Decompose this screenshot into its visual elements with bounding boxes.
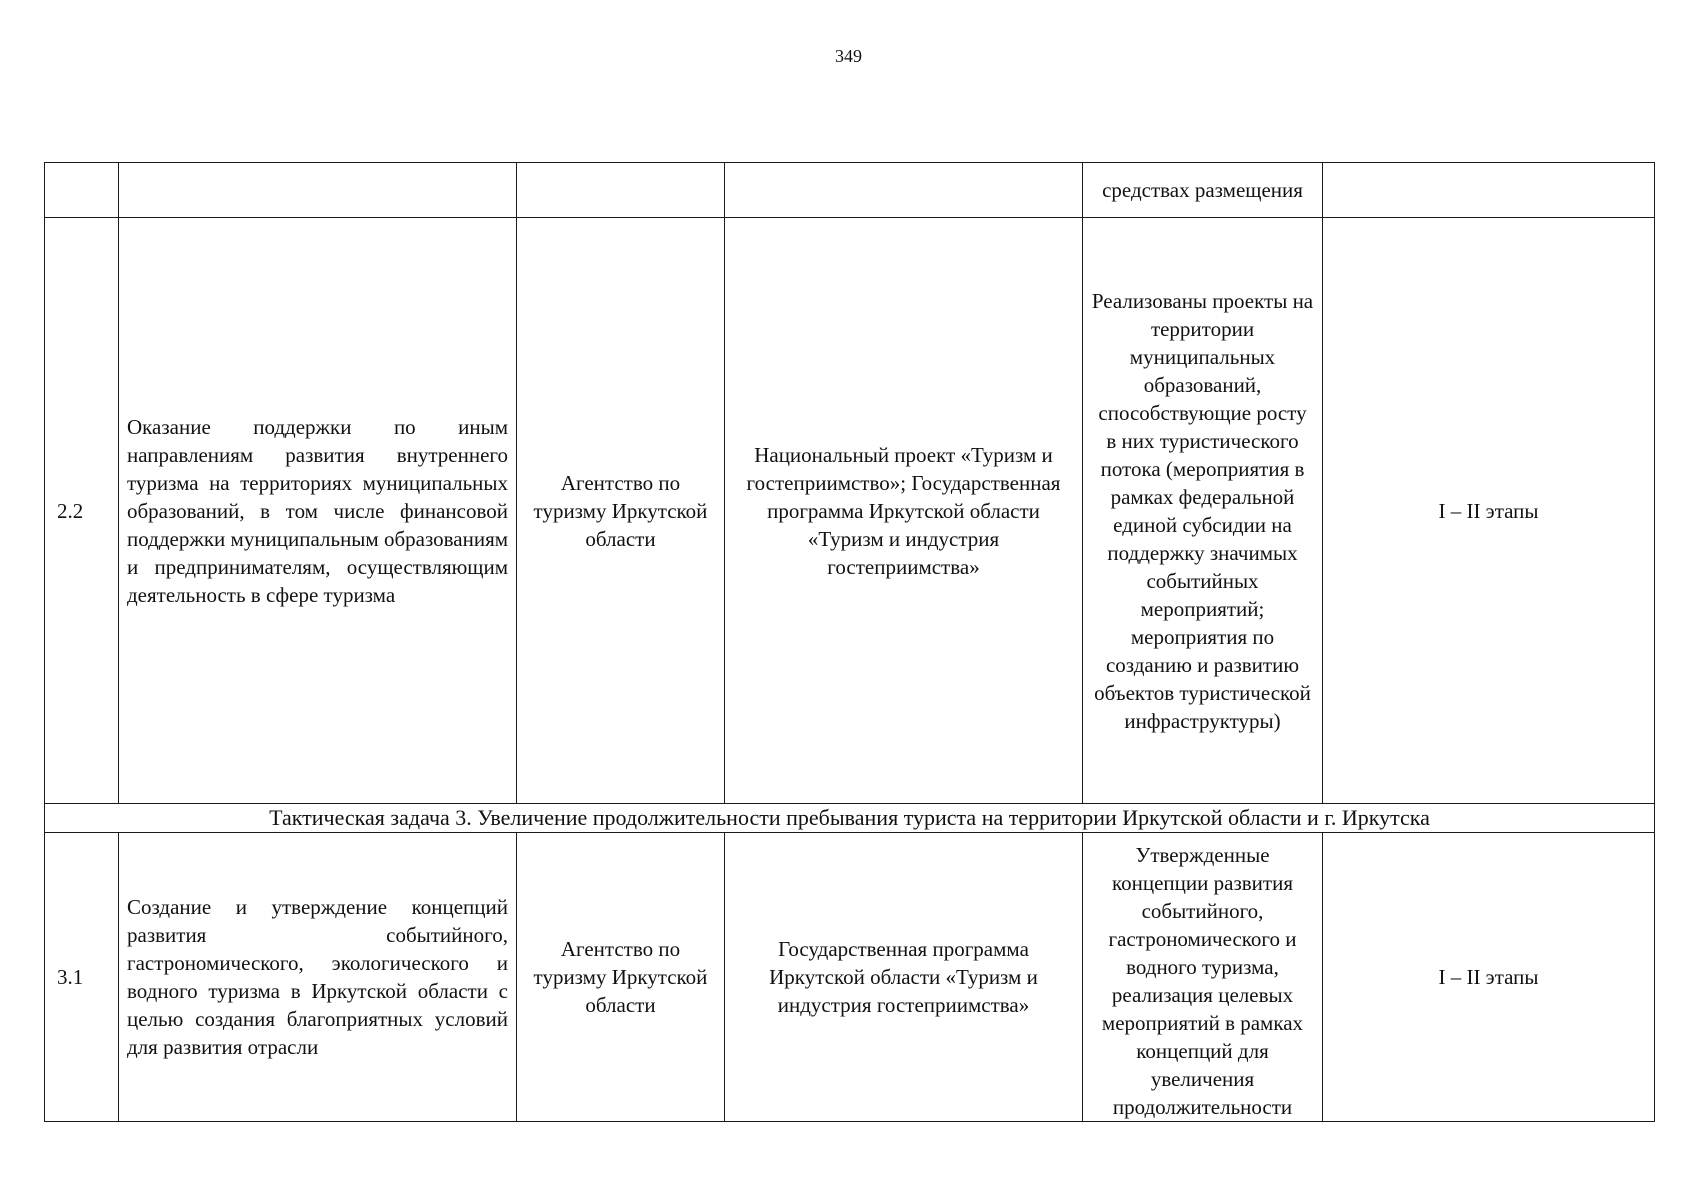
cell-num-empty xyxy=(45,163,119,218)
cell-executor: Агентство по туризму Иркутской области xyxy=(517,218,725,804)
table-row xyxy=(45,833,1655,1122)
table-row xyxy=(45,218,1655,804)
cell-activity: Создание и утверждение концепций развития событийного, гастрономического, экологического и водного туризма в Иркутской области с целью создания благоприятных условий для развития отрасли xyxy=(119,833,517,1122)
cell-activity-empty xyxy=(119,163,517,218)
cell-row-number: 3.1 xyxy=(45,833,119,1122)
cell-activity: Оказание поддержки по иным направлениям развития внутреннего туризма на территориях муниципальных образований, в том числе финансовой поддержки муниципальным образованиям и предпринимателям, осуществляющим деятельность в сфере туризма xyxy=(119,218,517,804)
cell-expected-result: Утвержденные концепции развития событийного, гастрономического и водного туризма, реализация целевых мероприятий в рамках концепций для увеличения продолжительности xyxy=(1083,833,1323,1122)
cell-expected-result: Реализованы проекты на территории муниципальных образований, способствующие росту в них туристического потока (мероприятия в рамках федеральной единой субсидии на поддержку значимых событийных мероприятий; мероприятия по созданию и развитию объектов туристической инфраструктуры) xyxy=(1083,218,1323,804)
cell-executor: Агентство по туризму Иркутской области xyxy=(517,833,725,1122)
cell-result-continued: средствах размещения xyxy=(1083,163,1323,218)
cell-source-empty xyxy=(725,163,1083,218)
cell-stage-empty xyxy=(1323,163,1655,218)
task-header-row xyxy=(45,804,1655,833)
cell-stage: I – II этапы xyxy=(1323,833,1655,1122)
cell-funding-source: Государственная программа Иркутской области «Туризм и индустрия гостеприимства» xyxy=(725,833,1083,1122)
cell-stage: I – II этапы xyxy=(1323,218,1655,804)
measures-table xyxy=(44,162,1655,1122)
cell-row-number: 2.2 xyxy=(45,218,119,804)
cell-funding-source: Национальный проект «Туризм и гостеприимство»; Государственная программа Иркутской области «Туризм и индустрия гостеприимства» xyxy=(725,218,1083,804)
table-row-continued xyxy=(45,163,1655,218)
page-number: 349 xyxy=(835,46,862,66)
task-header: Тактическая задача 3. Увеличение продолжительности пребывания туриста на территории Иркутской области и г. Иркутска xyxy=(45,804,1655,833)
cell-executor-empty xyxy=(517,163,725,218)
